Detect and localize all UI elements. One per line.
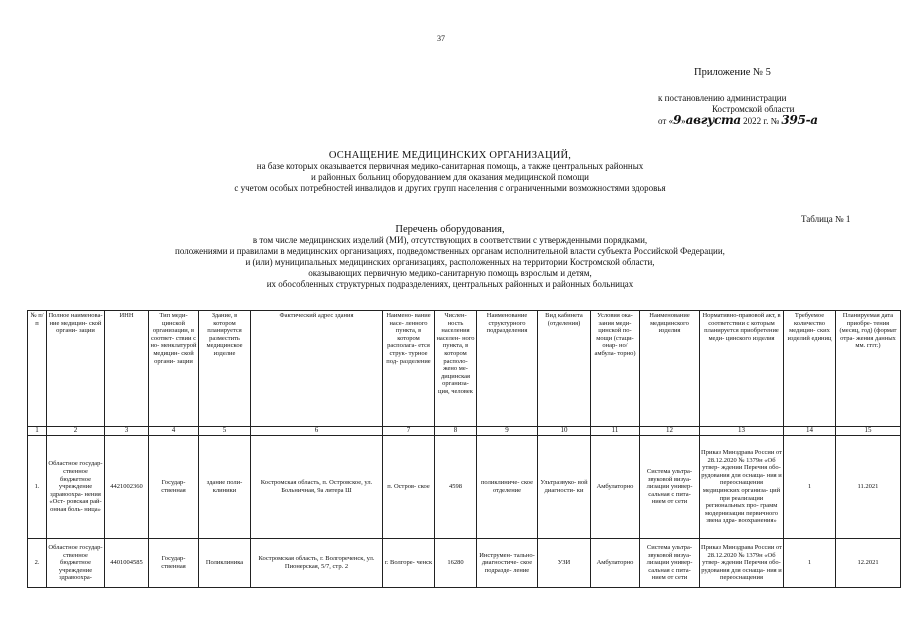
table-cell: здание поли- клиники xyxy=(199,436,251,539)
date-prefix: от « xyxy=(658,116,674,126)
equipment-table xyxy=(27,310,901,588)
header-cell: Планируемая дата приобре- тения (месяц, год) (формат отра- жения данных мм. гггг.) xyxy=(836,311,901,427)
table-cell: Областное государ- ственное бюджетное учреждение здравоохра- нения «Ост- ровская рай- онная боль- ница» xyxy=(47,436,105,539)
column-number: 4 xyxy=(149,427,199,436)
table-cell: 2. xyxy=(28,539,47,588)
column-number: 7 xyxy=(383,427,435,436)
table-cell: Система ультра- звуковой визуа- лизации универ- сальная с пита- нием от сети xyxy=(640,539,700,588)
subtitle-line-6: их обособленных структурных подразделениях, центральных районных и районных больницах xyxy=(266,279,634,289)
handwritten-day: 9 xyxy=(673,113,682,127)
table-subtitle xyxy=(90,224,810,290)
subtitle-line-2: в том числе медицинских изделий (МИ), отсутствующих в соответствии с утвержденными порядками, xyxy=(252,235,648,245)
table-cell: Амбулаторно xyxy=(591,436,640,539)
header-cell: Наименование медицинского изделия xyxy=(640,311,700,427)
table-cell: г. Волгоре- ченск xyxy=(383,539,435,588)
date-year: 2022 г. № xyxy=(743,116,780,126)
header-cell: Вид кабинета (отделения) xyxy=(538,311,591,427)
header-cell: Полное наименова- ние медицин- ской органи- зации xyxy=(47,311,105,427)
subtitle-line-5: оказывающих первичную медико-санитарную помощь взрослым и детям, xyxy=(308,268,592,278)
table-cell: 4401004585 xyxy=(105,539,149,588)
header-cell: Условия ока- зания меди- цинской по- мощи (стаци- онар- но/амбула- торно) xyxy=(591,311,640,427)
column-number: 12 xyxy=(640,427,700,436)
header-cell: Наимено- вание насе- ленного пункта, в котором располага- ется струк- турное под- разделение xyxy=(383,311,435,427)
table-cell: Система ультра- звуковой визуа- лизации универ- сальная с пита- нием от сети xyxy=(640,436,700,539)
date-mid: » xyxy=(681,116,686,126)
column-number: 9 xyxy=(477,427,538,436)
table-cell: Приказ Минздрава России от 28.12.2020 № 1379н «Об утвер- ждении Перечня обо- рудования для оснаща- ния и переоснащения xyxy=(700,539,784,588)
header-cell: Фактический адрес здания xyxy=(251,311,383,427)
subtitle-main: Перечень оборудования, xyxy=(395,224,505,235)
table-cell: Ультразвуко- вой диагности- ки xyxy=(538,436,591,539)
column-number: 10 xyxy=(538,427,591,436)
header-cell: Числен- ность населения населен- ного пункта, в котором располо- жено ме- дицинская организа- ция, человек xyxy=(435,311,477,427)
resolution-reference xyxy=(658,93,898,127)
table-cell: Инструмен- тально- диагностиче- ское подразде- ление xyxy=(477,539,538,588)
table-cell: 11.2021 xyxy=(836,436,901,539)
table-cell: 4421002360 xyxy=(105,436,149,539)
header-cell: ИНН xyxy=(105,311,149,427)
table-cell: Областное государ- ственное бюджетное учреждение здравоохра- xyxy=(47,539,105,588)
handwritten-number: 395-а xyxy=(781,113,818,127)
document-title xyxy=(90,150,810,194)
table-cell: Костромская область, п. Островское, ул. Больничная, 9а литера Ш xyxy=(251,436,383,539)
table-row xyxy=(28,436,901,539)
header-cell: Тип меди- цинской организации, в соответ- ствии с но- менклатурой медицин- ской органи- зации xyxy=(149,311,199,427)
title-line-3: и районных больниц оборудованием для оказания медицинской помощи xyxy=(311,172,589,182)
column-number: 6 xyxy=(251,427,383,436)
table-cell: п. Остров- ское xyxy=(383,436,435,539)
table-cell: 12.2021 xyxy=(836,539,901,588)
title-main: ОСНАЩЕНИЕ МЕДИЦИНСКИХ ОРГАНИЗАЦИЙ, xyxy=(328,150,572,161)
header-cell: Требуемое количество медицин- ских изделий единиц xyxy=(784,311,836,427)
page-number: 37 xyxy=(437,34,445,43)
table-cell: Приказ Минздрава России от 28.12.2020 № 1379н «Об утвер- ждении Перечня обо- рудования для оснаща- ния и переоснащения медицинских организа- ций при реализации региональных про- грамм модернизации первичного звена здра- воохранения» xyxy=(700,436,784,539)
title-line-2: на базе которых оказывается первичная медико-санитарная помощь, а также центральных районных xyxy=(256,161,644,171)
subtitle-line-3: положениями и правилами в медицинских организациях, подведомственных органам исполнительной власти субъекта Российской Федерации, xyxy=(175,246,725,256)
table-row xyxy=(28,539,901,588)
table-cell: Костромская область, г. Волгореченск, ул. Пионерская, 5/7, стр. 2 xyxy=(251,539,383,588)
column-number: 8 xyxy=(435,427,477,436)
table-cell: поликлиниче- ское отделение xyxy=(477,436,538,539)
table-cell: УЗИ xyxy=(538,539,591,588)
column-number: 15 xyxy=(836,427,901,436)
resolution-line-1: к постановлению администрации xyxy=(658,93,787,103)
header-cell: № п/п xyxy=(28,311,47,427)
column-number: 13 xyxy=(700,427,784,436)
table-cell: 16280 xyxy=(435,539,477,588)
column-number: 5 xyxy=(199,427,251,436)
column-number: 3 xyxy=(105,427,149,436)
column-number: 14 xyxy=(784,427,836,436)
column-number: 11 xyxy=(591,427,640,436)
column-number: 1 xyxy=(28,427,47,436)
header-cell: Здание, в котором планируется разместить медицинское изделие xyxy=(199,311,251,427)
header-cell: Наименование структурного подразделения xyxy=(477,311,538,427)
table-cell: Государ- ственная xyxy=(149,539,199,588)
column-number: 2 xyxy=(47,427,105,436)
table-cell: 1. xyxy=(28,436,47,539)
table-number: Таблица № 1 xyxy=(801,214,851,224)
table-cell: Амбулаторно xyxy=(591,539,640,588)
appendix-title: Приложение № 5 xyxy=(694,67,771,78)
table-cell: Государ- ственная xyxy=(149,436,199,539)
resolution-date-line xyxy=(658,115,898,127)
table-cell: Поликлиника xyxy=(199,539,251,588)
table-cell: 4598 xyxy=(435,436,477,539)
table-cell: 1 xyxy=(784,539,836,588)
header-cell: Нормативно-правовой акт, в соответствии с которым планируется приобретение меди- цинского изделия xyxy=(700,311,784,427)
resolution-line-2: Костромской области xyxy=(712,104,795,114)
table-header-row xyxy=(28,311,901,427)
column-number-row xyxy=(28,427,901,436)
handwritten-month: августа xyxy=(685,113,741,127)
table-cell: 1 xyxy=(784,436,836,539)
title-line-4: с учетом особых потребностей инвалидов и других групп населения с ограниченными возможностями здоровья xyxy=(234,183,666,193)
subtitle-line-4: и (или) муниципальных медицинских организациях, расположенных на территории Костромской области, xyxy=(245,257,655,267)
